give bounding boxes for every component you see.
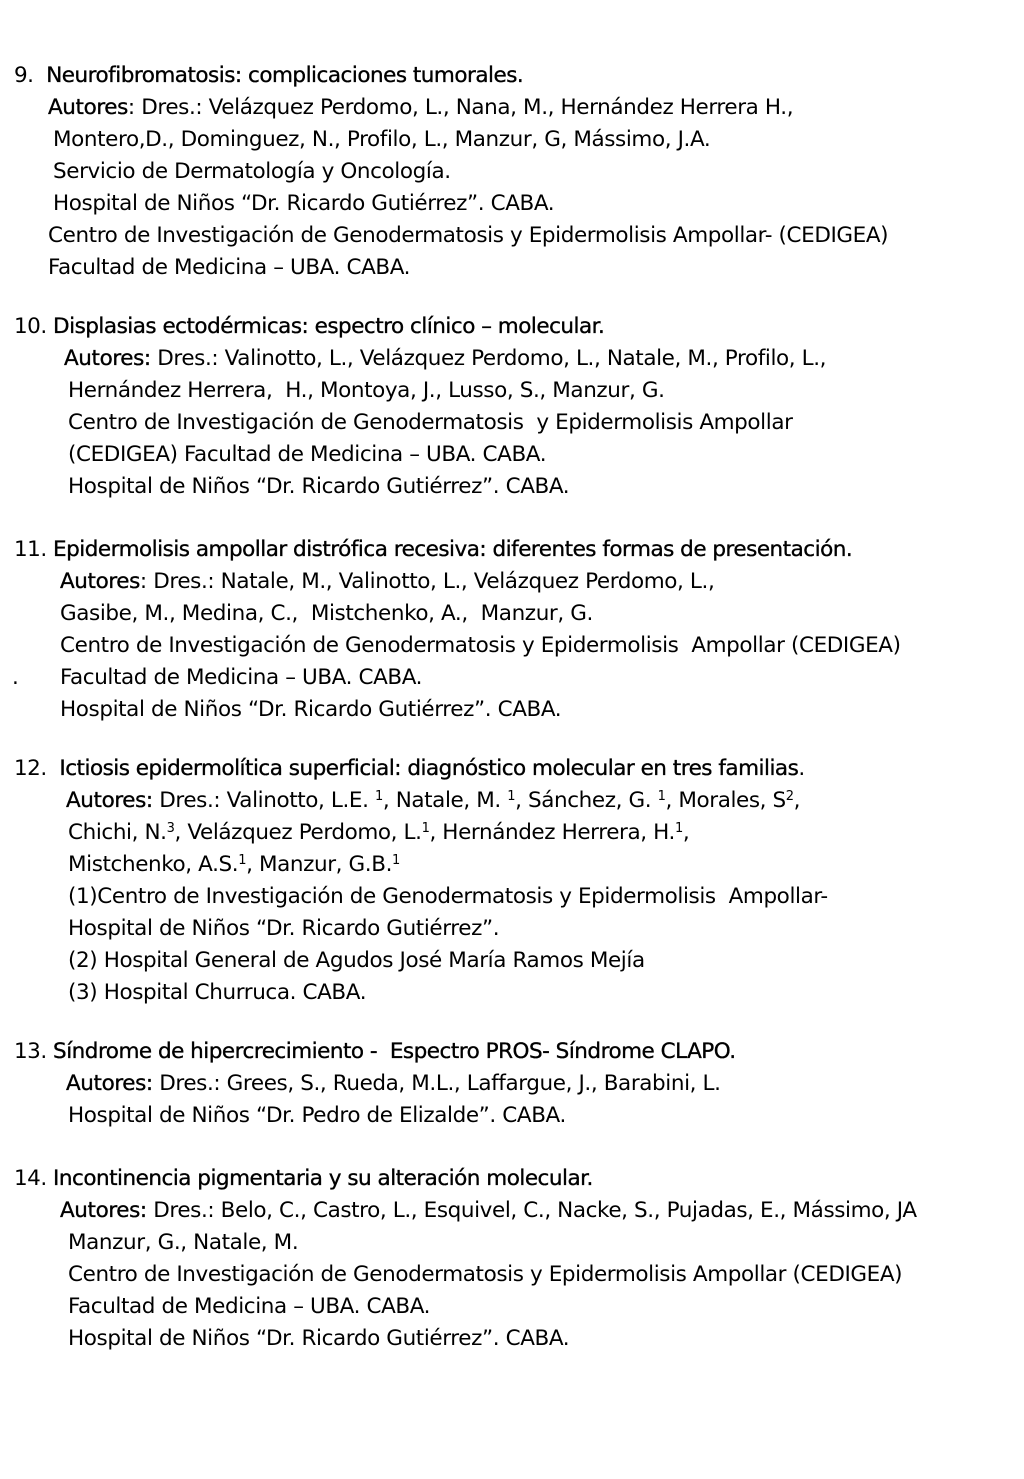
entry-line: Centro de Investigación de Genodermatosis y Epidermolisis Ampollar (CEDIGEA)	[68, 1262, 903, 1287]
affiliation-superscript: 1	[657, 789, 666, 804]
authors-label: Autores:	[66, 1071, 153, 1096]
entry-line: Hospital de Niños “Dr. Ricardo Gutiérrez”. CABA.	[60, 697, 562, 722]
entry-title-text: Displasias ectodérmicas: espectro clínico – molecular.	[53, 314, 605, 339]
entry-number: 11.	[14, 537, 47, 562]
entry-title-end: .	[798, 756, 805, 781]
entry-title	[14, 311, 604, 343]
entry-number: 12.	[14, 756, 47, 781]
affiliation-superscript: 1	[392, 853, 400, 868]
authors-line	[60, 566, 714, 598]
entry-line: Facultad de Medicina – UBA. CABA.	[48, 255, 411, 280]
entry-title	[14, 1036, 736, 1068]
authors-line	[66, 1068, 721, 1100]
entry-line: (CEDIGEA) Facultad de Medicina – UBA. CABA.	[68, 442, 547, 467]
stray-dot: .	[12, 665, 19, 690]
authors-line	[60, 1195, 917, 1227]
entry-line: Facultad de Medicina – UBA. CABA.	[60, 665, 423, 690]
entry-line: (3) Hospital Churruca. CABA.	[68, 980, 367, 1005]
entry-title	[14, 753, 805, 785]
entry-line: Servicio de Dermatología y Oncología.	[53, 159, 451, 184]
entry-line: Chichi, N.$^3$, Velázquez Perdomo, L.$^1$, Hernández Herrera, H.$^1$,	[68, 820, 690, 845]
affiliation-superscript: 1	[421, 821, 430, 836]
entry-line: Facultad de Medicina – UBA. CABA.	[68, 1294, 431, 1319]
entry-line: Centro de Investigación de Genodermatosis y Epidermolisis Ampollar- (CEDIGEA)	[48, 223, 889, 248]
entry-line: Hospital de Niños “Dr. Ricardo Gutiérrez”. CABA.	[53, 191, 555, 216]
authors-names: Dres.: Grees, S., Rueda, M.L., Laffargue, J., Barabini, L.	[152, 1071, 721, 1096]
entry-line: (2) Hospital General de Agudos José María Ramos Mejía	[68, 948, 645, 973]
entry-title	[14, 60, 523, 92]
affiliation-superscript: 1	[507, 789, 516, 804]
affiliation-superscript: 1	[238, 853, 247, 868]
entry-title-text: Ictiosis epidermolítica superficial: diagnóstico molecular en tres familias	[59, 756, 799, 781]
entry-line: Centro de Investigación de Genodermatosis y Epidermolisis Ampollar	[68, 410, 793, 435]
entry-line: (1)Centro de Investigación de Genodermatosis y Epidermolisis Ampollar-	[68, 884, 828, 909]
affiliation-superscript: 3	[166, 821, 175, 836]
authors-separator: :	[139, 569, 147, 594]
entry-title	[14, 1163, 593, 1195]
entry-number: 10.	[14, 314, 47, 339]
authors-names: Dres.: Natale, M., Valinotto, L., Velázquez Perdomo, L.,	[146, 569, 715, 594]
authors-label: Autores	[60, 569, 140, 594]
authors-label: Autores:	[60, 1198, 147, 1223]
entry-line: Hospital de Niños “Dr. Ricardo Gutiérrez”. CABA.	[68, 474, 570, 499]
entry-line: Mistchenko, A.S.$^1$, Manzur, G.B.$^1$	[68, 852, 400, 877]
entry-line: Hospital de Niños “Dr. Ricardo Gutiérrez”. CABA.	[68, 1326, 570, 1351]
entry-line: Gasibe, M., Medina, C., Mistchenko, A., Manzur, G.	[60, 601, 593, 626]
authors-line	[48, 92, 793, 124]
authors-separator: :	[127, 95, 135, 120]
entry-line: Hospital de Niños “Dr. Pedro de Elizalde”. CABA.	[68, 1103, 566, 1128]
authors-line	[66, 785, 800, 817]
entry-title-text: Síndrome de hipercrecimiento - Espectro PROS- Síndrome CLAPO.	[53, 1039, 736, 1064]
authors-names: Dres.: Valinotto, L., Velázquez Perdomo, L., Natale, M., Profilo, L.,	[150, 346, 827, 371]
entry-line: Centro de Investigación de Genodermatosis y Epidermolisis Ampollar (CEDIGEA)	[60, 633, 901, 658]
affiliation-superscript: 2	[785, 789, 794, 804]
authors-names: Dres.: Valinotto, L.E. $^1$, Natale, M. $^1$, Sánchez, G. $^1$, Morales, $S^2$,	[152, 788, 801, 813]
entry-number: 9.	[14, 63, 34, 88]
authors-names: Dres.: Belo, C., Castro, L., Esquivel, C., Nacke, S., Pujadas, E., Mássimo, JA	[146, 1198, 917, 1223]
authors-label: Autores:	[66, 788, 153, 813]
entry-title-text: Incontinencia pigmentaria y su alteración molecular.	[53, 1166, 593, 1191]
authors-line	[64, 343, 826, 375]
entry-line: Hospital de Niños “Dr. Ricardo Gutiérrez”.	[68, 916, 500, 941]
affiliation-superscript: 1	[374, 789, 383, 804]
entry-line: Manzur, G., Natale, M.	[68, 1230, 299, 1255]
entry-number: 13.	[14, 1039, 47, 1064]
authors-names: Dres.: Velázquez Perdomo, L., Nana, M., Hernández Herrera H.,	[134, 95, 794, 120]
authors-label: Autores	[48, 95, 128, 120]
entry-title-text: Neurofibromatosis: complicaciones tumorales.	[46, 63, 524, 88]
entry-line: Hernández Herrera, H., Montoya, J., Lusso, S., Manzur, G.	[68, 378, 665, 403]
entry-title-text: Epidermolisis ampollar distrófica recesiva: diferentes formas de presentación.	[53, 537, 853, 562]
authors-label: Autores:	[64, 346, 151, 371]
entry-line: Montero,D., Dominguez, N., Profilo, L., Manzur, G, Mássimo, J.A.	[53, 127, 711, 152]
entry-number: 14.	[14, 1166, 47, 1191]
entry-title	[14, 534, 852, 566]
affiliation-superscript: 1	[674, 821, 683, 836]
